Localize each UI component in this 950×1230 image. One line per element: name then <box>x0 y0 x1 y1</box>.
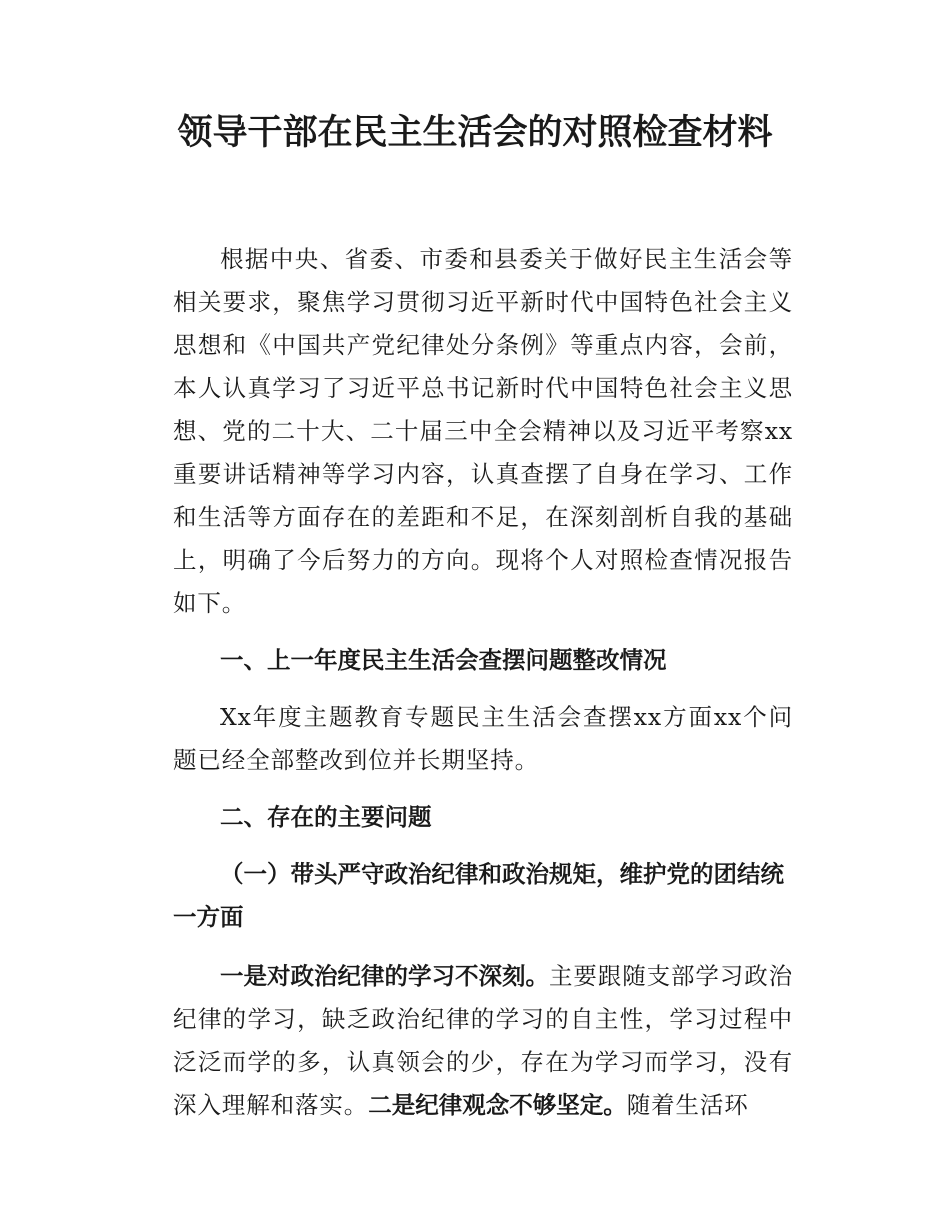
subsection-1-paragraph <box>173 955 793 1127</box>
subsection-1-heading: （一）带头严守政治纪律和政治规矩，维护党的团结统一方面 <box>173 860 784 931</box>
spacer <box>173 939 793 955</box>
spacer <box>173 839 793 853</box>
point-1-lead: 一是对政治纪律的学习不深刻。 <box>220 962 549 990</box>
point-1-text: 主要跟随支部学习政治纪律的学习，缺乏政治纪律的学习的自主性，学习过程中泛泛而学的多，认真领会的少，存在为学习而学习，没有深入理解和落实。 <box>173 962 793 1119</box>
spacer <box>173 782 793 796</box>
section-1-heading: 一、上一年度民主生活会查摆问题整改情况 <box>220 646 667 674</box>
section-1-paragraph: Xx年度主题教育专题民主生活会查摆xx方面xx个问题已经全部整改到位并长期坚持。 <box>173 703 793 774</box>
document-title: 领导干部在民主生活会的对照检查材料 <box>177 113 773 153</box>
section-2-heading: 二、存在的主要问题 <box>220 803 432 831</box>
intro-paragraph: 根据中央、省委、市委和县委关于做好民主生活会等相关要求，聚焦学习贯彻习近平新时代中国特色社会主义思想和《中国共产党纪律处分条例》等重点内容，会前，本人认真学习了习近平总书记新时代中国特色社会主义思想、党的二十大、二十届三中全会精神以及习近平考察xx重要讲话精神等学习内容，认真查摆了自身在学习、工作和生活等方面存在的差距和不足，在深刻剖析自我的基础上，明确了今后努力的方向。现将个人对照检查情况报告如下。 <box>173 245 793 617</box>
document-body <box>173 238 793 1127</box>
spacer <box>173 682 793 696</box>
point-2-lead: 二是纪律观念不够坚定。 <box>368 1091 627 1119</box>
spacer <box>173 625 793 639</box>
point-2-text: 随着生活环 <box>626 1091 749 1119</box>
